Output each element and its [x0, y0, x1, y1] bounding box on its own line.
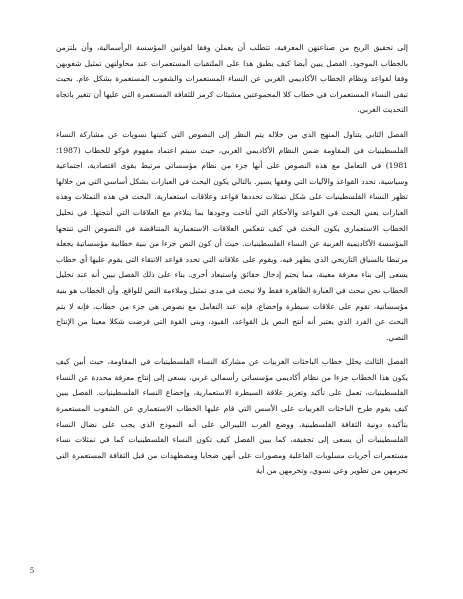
paragraph-3: الفصل الثالث يحلل خطاب الباحثات الغربيات عن مشاركة النساء الفلسطينيات في المقاومة، حيث أبين كيف يكون هذا الخطاب جزءا من نظام أكاديمي مؤسساتي رأسمالي غربي، يسعى إلى إنتاج معرفة محددة عن النساء الفلسطينيات، تعمل على تأكيد وتعزيز علاقة السيطرة الاستعمارية، وإخضاع النساء الفلسطينيات. الفصل يبين كيف يقوم طرح الباحثات الغربيات على الأسس التي قام عليها الخطاب الاستعماري عن الشعوب المستعمرة بتأكيده دونية الثقافة الفلسطينية، ووضع الغرب الليبرالي على أنه النموذج الذي يجب على نضال النساء الفلسطينيات أن يسعى إلى تحقيقه، كما يبين الفصل كيف تكون النساء الفلسطينيات كما في تمثلات نساء مستعمرات أخريات مسلوبات الفاعلية ومصورات على أنهن ضحايا ومضطهدات من قبل الثقافة المستعمرة التي تحرمهن من تطوير وعي نسوي، وتحرمهن من أية	[56, 357, 408, 476]
page-number: 5	[30, 566, 34, 575]
paragraph-2: الفصل الثاني يتناول المنهج الذي من خلاله يتم النظر إلى النصوص التي كتبتها نسويات عن مشاركة النساء الفلسطينيات في المقاومة ضمن النظام الأكاديمي الغربي، حيث سيتم اعتماد مفهوم فوكو للخطاب (1987؛ 1981) في التعامل مع هذه النصوص على أنها جزء من نظام مؤسساتي مرتبط بقوى اقتصادية، اجتماعية وسياسية، تحدد القواعد والآليات التي وفقها يسير. بالتالي يكون البحث في العبارات بشكل أساسي التي من خلالها تظهر النساء الفلسطينيات على شكل تمثلات تحددها قواعد وعلاقات استعمارية. البحث في هذه التمثلات وهذه العبارات يعني البحث في القواعد والأحكام التي أتاحت وجودها بما يتلاءم مع العلاقات التي أنتجتها. في تحليل الخطاب الاستعماري يكون البحث في كيف تنعكس العلاقات الاستعمارية المتناقضة في النصوص التي تنتجها المؤسسة الأكاديمية الغربية عن النساء الفلسطينيات. حيث أن كون النص جزءا من بنية خطابية مؤسساتية يجعله مرتبطا بالسياق التاريخي الذي يظهر فيه، ويقوم على علاقاته التي تحدد قواعد الانتقاء التي يقوم عليها أي خطاب يسعى إلى بناء معرفة معينة، مما يحتم إدخال حقائق واستبعاد أخرى. بناء على ذلك الفصل يبين أنه عند تحليل الخطاب نحن نبحث في العبارة الظاهرة فقط ولا نبحث في مدى تمثيل وملاءمة النص للواقع. وأن الخطاب هو بنية مؤسساتية، تقوم على علاقات سيطرة وإخضاع، فإنه عند التعامل مع نصوص هي جزء من خطاب، فإنه لا يتم البحث عن الفرد الذي يعتبر أنه أنتج النص بل القواعد، القيود، وبنى القوة التي فرضت شكلا معينا من الإنتاج النصي.	[56, 129, 409, 342]
document-body	[56, 40, 408, 479]
paragraph-1: إلى تحقيق الربح من صناعتهن المعرفية، تتطلب أن يعملن وفقا لقوانين المؤسسة الرأسمالية، وأن يلتزمن بالخطاب الموجود. الفصل يبين أيضا كيف يطبق هذا على الملتقيات المستعمرات عند محاولتهن تمثيل شعوبهن وفقا لقواعد ونظام الخطاب الأكاديمي الغربي عن النساء المستعمرات والشعوب المستعمرة بشكل عام. بحيث تبقى النساء المستعمرات في خطاب كلا المجموعتين مشيئات كرمز للثقافة المستعمرة التي عليها أن تتغير باتجاه التحديث الغربي.	[56, 43, 408, 115]
